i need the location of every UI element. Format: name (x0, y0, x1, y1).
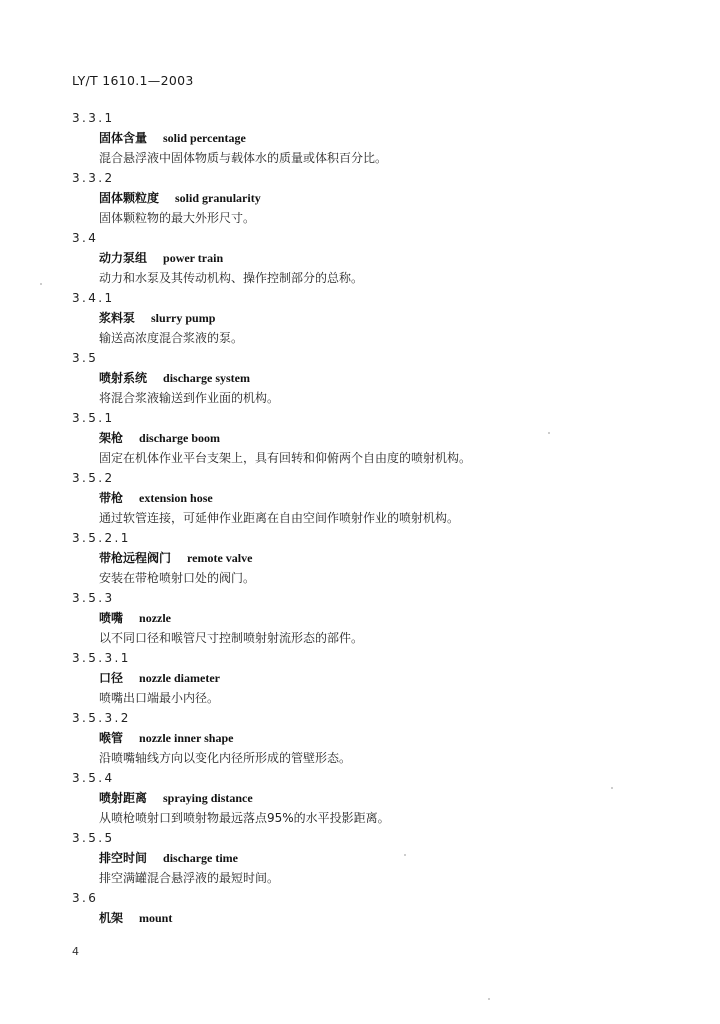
term-english: discharge time (163, 851, 238, 865)
clause-number: 3.3.1 (72, 111, 115, 125)
scan-speck (548, 432, 550, 434)
term-chinese: 浆料泵 (99, 311, 136, 325)
clause-number: 3.5.3.1 (72, 651, 131, 665)
term-line (0, 248, 720, 268)
clause-number: 3.5.4 (72, 771, 115, 785)
term-entry (0, 408, 720, 468)
term-definition: 动力和水泵及其传动机构、操作控制部分的总称。 (99, 271, 364, 285)
term-chinese: 喷射距离 (99, 791, 148, 805)
term-line (0, 848, 720, 868)
term-entry (0, 648, 720, 708)
term-chinese: 机架 (99, 911, 124, 925)
term-chinese: 带枪 (99, 491, 124, 505)
clause-number: 3.5.2 (72, 471, 115, 485)
term-definition: 沿喷嘴轴线方向以变化内径所形成的管壁形态。 (99, 751, 352, 765)
term-line (0, 668, 720, 688)
term-english: mount (139, 911, 173, 925)
standard-code-header: LY/T 1610.1—2003 (72, 73, 194, 88)
term-entry (0, 828, 720, 888)
term-line (0, 368, 720, 388)
scan-speck (404, 854, 406, 856)
term-english: nozzle diameter (139, 671, 220, 685)
term-definition: 排空满罐混合悬浮液的最短时间。 (99, 871, 280, 885)
term-definition: 固体颗粒物的最大外形尺寸。 (99, 211, 256, 225)
term-english: extension hose (139, 491, 213, 505)
term-entry (0, 708, 720, 768)
clause-number: 3.5.1 (72, 411, 115, 425)
term-entry (0, 228, 720, 288)
page-number: 4 (72, 945, 79, 958)
term-definition: 喷嘴出口端最小内径。 (99, 691, 220, 705)
term-definition: 输送高浓度混合浆液的泵。 (99, 331, 244, 345)
term-chinese: 喷嘴 (99, 611, 124, 625)
term-entry (0, 468, 720, 528)
term-line (0, 428, 720, 448)
term-line (0, 128, 720, 148)
term-entry (0, 288, 720, 348)
term-entry (0, 528, 720, 588)
term-line (0, 188, 720, 208)
term-english: spraying distance (163, 791, 253, 805)
term-line (0, 788, 720, 808)
term-chinese: 架枪 (99, 431, 124, 445)
term-chinese: 固体含量 (99, 131, 148, 145)
clause-number: 3.5.3 (72, 591, 115, 605)
term-chinese: 排空时间 (99, 851, 148, 865)
clause-number: 3.5.2.1 (72, 531, 131, 545)
term-definition: 安装在带枪喷射口处的阀门。 (99, 571, 256, 585)
scan-speck (611, 787, 613, 789)
term-line (0, 728, 720, 748)
scan-speck (488, 998, 490, 1000)
term-chinese: 带枪远程阀门 (99, 551, 172, 565)
clause-number: 3.4 (72, 231, 99, 245)
term-english: slurry pump (151, 311, 216, 325)
term-entry (0, 348, 720, 408)
term-definition: 将混合浆液输送到作业面的机构。 (99, 391, 280, 405)
term-definition: 从喷枪喷射口到喷射物最远落点95%的水平投影距离。 (99, 811, 390, 825)
term-line (0, 908, 720, 928)
term-entry (0, 168, 720, 228)
term-english: discharge system (163, 371, 251, 385)
term-entry (0, 588, 720, 648)
term-line (0, 308, 720, 328)
clause-number: 3.4.1 (72, 291, 115, 305)
term-english: nozzle (139, 611, 172, 625)
term-entry (0, 108, 720, 168)
term-chinese: 动力泵组 (99, 251, 148, 265)
term-line (0, 488, 720, 508)
term-english: power train (163, 251, 224, 265)
term-english: nozzle inner shape (139, 731, 234, 745)
clause-number: 3.3.2 (72, 171, 115, 185)
term-entries-list (0, 108, 720, 928)
term-english: solid percentage (163, 131, 246, 145)
term-entry (0, 888, 720, 928)
term-english: discharge boom (139, 431, 221, 445)
clause-number: 3.5.3.2 (72, 711, 131, 725)
term-english: remote valve (187, 551, 253, 565)
term-chinese: 喉管 (99, 731, 124, 745)
term-definition: 以不同口径和喉管尺寸控制喷射射流形态的部件。 (99, 631, 364, 645)
term-chinese: 口径 (99, 671, 124, 685)
clause-number: 3.5 (72, 351, 99, 365)
scan-speck (40, 283, 42, 285)
term-chinese: 固体颗粒度 (99, 191, 160, 205)
term-definition: 通过软管连接，可延伸作业距离在自由空间作喷射作业的喷射机构。 (99, 511, 460, 525)
term-english: solid granularity (175, 191, 261, 205)
term-entry (0, 768, 720, 828)
term-definition: 固定在机体作业平台支架上，具有回转和仰俯两个自由度的喷射机构。 (99, 451, 472, 465)
clause-number: 3.6 (72, 891, 99, 905)
clause-number: 3.5.5 (72, 831, 115, 845)
term-line (0, 548, 720, 568)
term-definition: 混合悬浮液中固体物质与载体水的质量或体积百分比。 (99, 151, 388, 165)
term-line (0, 608, 720, 628)
term-chinese: 喷射系统 (99, 371, 148, 385)
